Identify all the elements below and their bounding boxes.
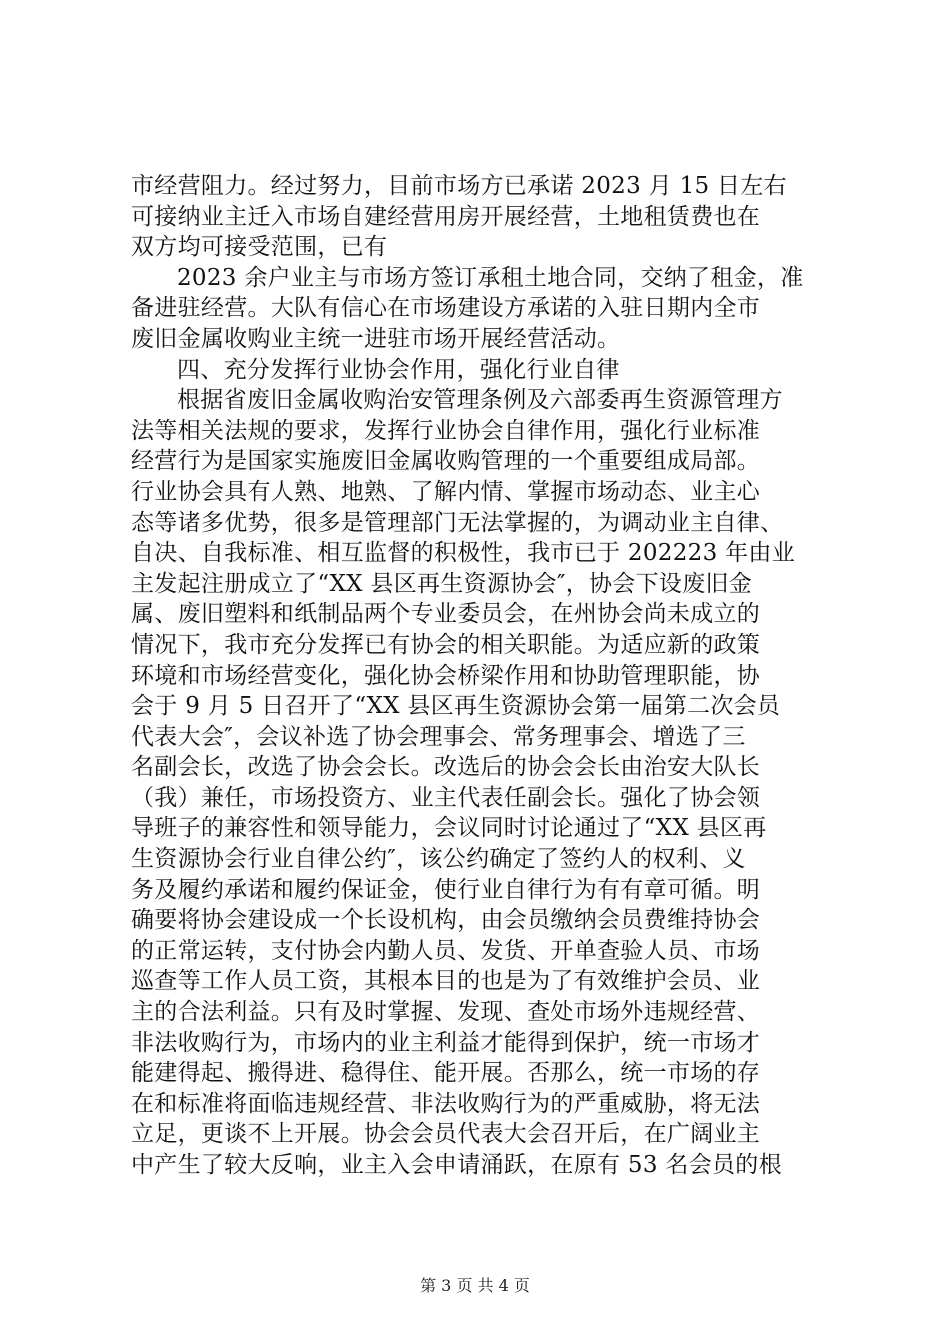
text-line: 巡查等工作人员工资，其根本目的也是为了有效维护会员、业 [131,968,761,995]
text-line: 的正常运转，支付协会内勤人员、发货、开单查验人员、市场 [131,937,761,964]
text-line: 市经营阻力。经过努力，目前市场方已承诺 2023 月 15 日左右 [131,173,787,199]
text-line: 态等诸多优势，很多是管理部门无法掌握的，为调动业主自律、 [131,509,784,536]
paragraph-start-line: 四、充分发挥行业协会作用，强化行业自律 [177,356,620,383]
page-footer: 第 3 页 共 4 页 [420,1276,530,1295]
text-line: 属、废旧塑料和纸制品两个专业委员会，在州协会尚未成立的 [131,601,761,628]
text-line: 主发起注册成立了“XX 县区再生资源协会″，协会下设废旧金 [131,570,753,597]
text-line: 立足，更谈不上开展。协会会员代表大会召开后，在广阔业主 [131,1121,761,1148]
text-line: 情况下，我市充分发挥已有协会的相关职能。为适应新的政策 [131,631,761,658]
text-line: 能建得起、搬得进、稳得住、能开展。否那么，统一市场的存 [131,1060,761,1087]
text-line: 在和标准将面临违规经营、非法收购行为的严重威胁，将无法 [131,1090,761,1117]
text-line: 非法收购行为，市场内的业主利益才能得到保护，统一市场才 [131,1029,761,1056]
text-line: 可接纳业主迁入市场自建经营用房开展经营，土地租赁费也在 [131,203,761,230]
text-line: 行业协会具有人熟、地熟、了解内情、掌握市场动态、业主心 [131,478,761,505]
text-line: 代表大会″，会议补选了协会理事会、常务理事会、增选了三 [131,723,746,750]
text-line: 生资源协会行业自律公约″，该公约确定了签约人的权利、义 [131,846,746,873]
text-line: 环境和市场经营变化，强化协会桥梁作用和协助管理职能，协 [131,662,761,689]
text-line: 双方均可接受范围，已有 [131,234,388,261]
text-line: 备进驻经营。大队有信心在市场建设方承诺的入驻日期内全市 [131,295,761,322]
text-line: 导班子的兼容性和领导能力，会议同时讨论通过了“XX 县区再 [131,815,767,842]
text-line: 会于 9 月 5 日召开了“XX 县区再生资源协会第一届第二次会员 [131,693,781,720]
text-line: 务及履约承诺和履约保证金，使行业自律行为有有章可循。明 [131,876,761,903]
text-line: 自决、自我标准、相互监督的积极性，我市已于 202223 年由业 [131,540,796,567]
text-line: 经营行为是国家实施废旧金属收购管理的一个重要组成局部。 [131,448,761,475]
text-line: 中产生了较大反响，业主入会申请涌跃，在原有 53 名会员的根 [131,1152,782,1178]
text-line: 名副会长，改选了协会会长。改选后的协会会长由治安大队长 [131,754,761,781]
text-line: 主的合法利益。只有及时掌握、发现、查处市场外违规经营、 [131,999,761,1026]
paragraph-start-line: 2023 余户业主与市场方签订承租土地合同，交纳了租金，准 [177,264,804,291]
text-line: 法等相关法规的要求，发挥行业协会自律作用，强化行业标准 [131,417,761,444]
body-text [131,171,831,1181]
text-line: （我）兼任，市场投资方、业主代表任副会长。强化了协会领 [131,784,761,811]
paragraph-start-line: 根据省废旧金属收购治安管理条例及六部委再生资源管理方 [177,387,783,414]
text-line: 废旧金属收购业主统一进驻市场开展经营活动。 [131,325,621,352]
text-line: 确要将协会建设成一个长设机构，由会员缴纳会员费维持协会 [131,907,761,934]
